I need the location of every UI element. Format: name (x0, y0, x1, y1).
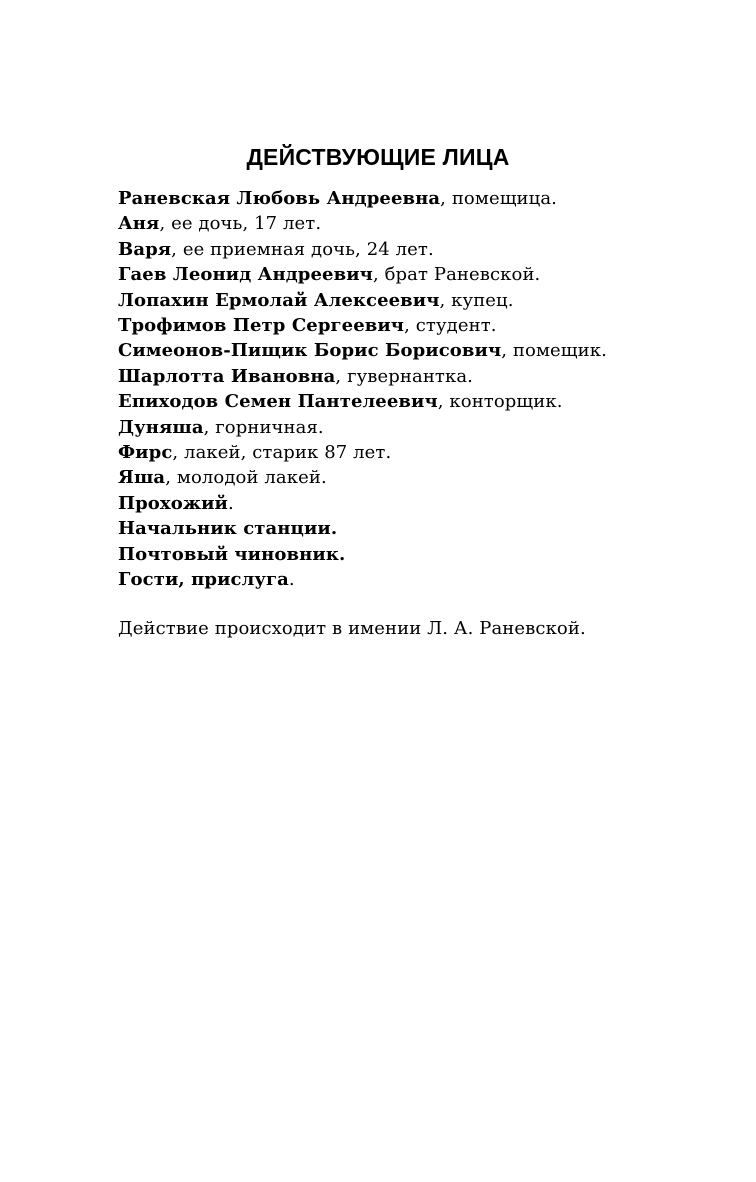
character-description: ее дочь, 17 лет. (171, 213, 322, 235)
character-description: молодой лакей. (176, 467, 327, 489)
cast-entry (118, 440, 718, 465)
character-name: Дуняша (118, 416, 204, 438)
character-description: конторщик. (449, 391, 563, 413)
cast-entry (118, 186, 718, 211)
character-name: Раневская Любовь Андреевна (118, 188, 441, 209)
character-description: . (228, 492, 234, 514)
cast-entry (118, 491, 718, 516)
character-name: Шарлотта Ивановна (118, 365, 336, 387)
character-name: Прохожий (118, 492, 229, 514)
name-separator: , (203, 416, 216, 438)
character-name: Фирс (118, 442, 173, 464)
name-separator: , (404, 315, 416, 337)
character-name: Симеонов-Пищик Борис Борисович (118, 340, 502, 362)
name-separator: , (501, 340, 513, 362)
name-separator: , (440, 188, 452, 209)
character-description: лакей, старик 87 лет. (184, 442, 392, 464)
character-description: помещик. (512, 340, 607, 362)
character-description: брат Раневской. (384, 264, 541, 286)
character-description: гувернантка. (347, 365, 473, 387)
cast-entry (118, 567, 718, 592)
cast-entry (118, 415, 718, 440)
character-description: . (288, 569, 295, 591)
page-heading: ДЕЙСТВУЮЩИЕ ЛИЦА (246, 144, 510, 170)
name-separator: , (171, 238, 183, 260)
name-separator: , (335, 365, 348, 387)
character-description: ее приемная дочь, 24 лет. (182, 238, 434, 260)
character-description: купец. (451, 289, 514, 311)
character-name: Яша (118, 467, 166, 489)
cast-entry (118, 237, 718, 262)
cast-entry (118, 389, 718, 414)
cast-entry (118, 364, 718, 389)
cast-entry (118, 288, 718, 313)
cast-entry (118, 542, 718, 567)
character-name: Лопахин Ермолай Алексеевич (118, 289, 440, 311)
character-description: горничная. (215, 416, 324, 438)
cast-entry (118, 338, 718, 363)
character-name: Начальник станции. (118, 518, 338, 540)
cast-list (118, 186, 718, 593)
cast-entry (118, 313, 718, 338)
name-separator: , (165, 467, 177, 489)
character-name: Гости, прислуга (118, 569, 289, 591)
character-name: Аня (118, 213, 160, 235)
character-name: Почтовый чиновник. (118, 543, 346, 565)
cast-entry (118, 211, 718, 236)
character-name: Епиходов Семен Пантелеевич (118, 391, 438, 413)
character-name: Варя (118, 238, 172, 260)
character-description: помещица. (451, 188, 557, 209)
name-separator: , (372, 264, 385, 286)
character-name: Гаев Леонид Андреевич (118, 264, 373, 286)
setting-note: Действие происходит в имении Л. А. Раневской. (118, 618, 586, 639)
name-separator: , (172, 442, 185, 464)
character-description: студент. (415, 315, 497, 337)
cast-entry (118, 516, 718, 541)
name-separator: , (159, 213, 172, 235)
name-separator: , (439, 289, 452, 311)
cast-entry (118, 262, 718, 287)
cast-entry (118, 465, 718, 490)
character-name: Трофимов Петр Сергеевич (118, 315, 405, 337)
name-separator: , (437, 391, 450, 413)
